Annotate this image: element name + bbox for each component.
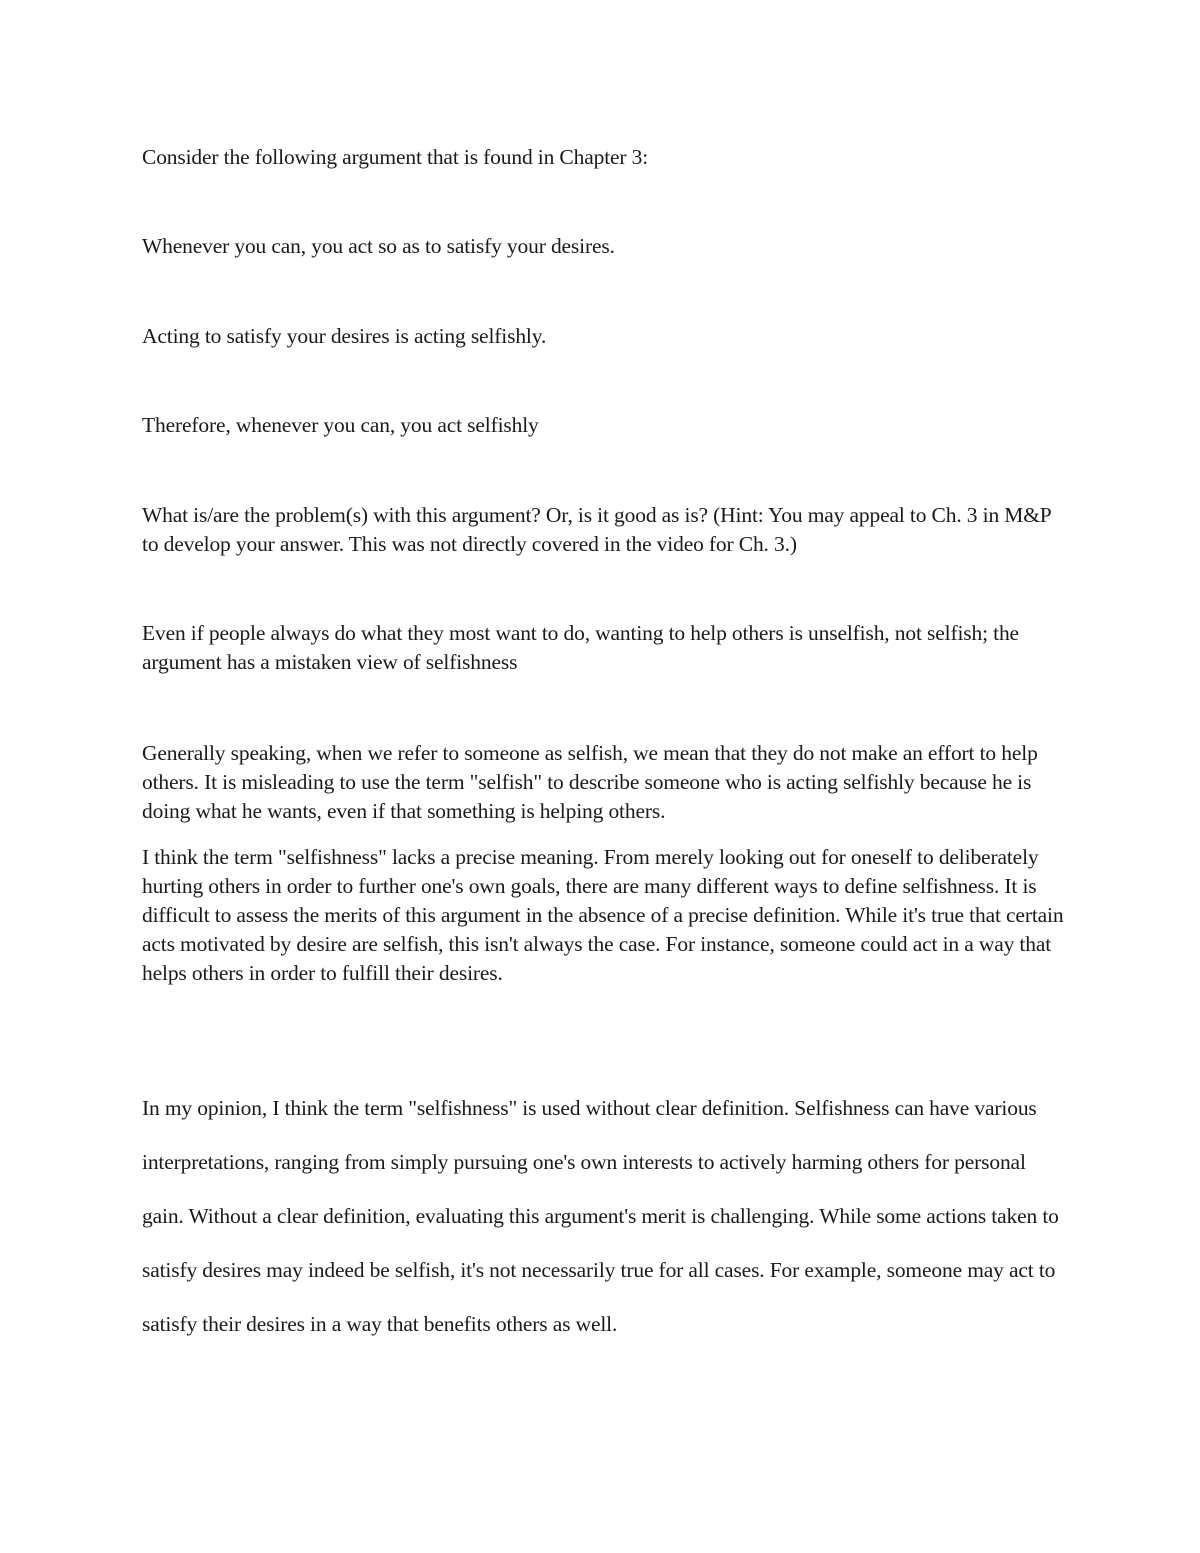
answer-1-paragraph: Even if people always do what they most want to do, wanting to help others is unselfish, not selfish; the argument has a mistaken view of selfishness — [142, 621, 1019, 674]
answer-2-paragraph: Generally speaking, when we refer to someone as selfish, we mean that they do not make an effort to help others. It is misleading to use the term "selfish" to describe someone who is acting selfishly because he is doing what he wants, even if that something is helping others. — [142, 741, 1038, 823]
answer-4-paragraph: In my opinion, I think the term "selfishness" is used without clear definition. Selfishness can have various interpretations, ranging from simply pursuing one's own interests to actively harming others for personal gain. Without a clear definition, evaluating this argument's merit is challenging. While some actions taken to satisfy desires may indeed be selfish, it's not necessarily true for all cases. For example, someone may act to satisfy their desires in a way that benefits others as well. — [142, 1096, 1059, 1336]
conclusion-paragraph: Therefore, whenever you can, you act selfishly — [142, 413, 539, 437]
premise-2-paragraph: Acting to satisfy your desires is acting selfishly. — [142, 324, 547, 348]
question-paragraph: What is/are the problem(s) with this argument? Or, is it good as is? (Hint: You may appeal to Ch. 3 in M&P to develop your answer. This was not directly covered in the video for Ch. 3.) — [142, 503, 1051, 556]
answer-3-paragraph: I think the term "selfishness" lacks a precise meaning. From merely looking out for oneself to deliberately hurting others in order to further one's own goals, there are many different ways to define selfishness. It is difficult to assess the merits of this argument in the absence of a precise definition. While it's true that certain acts motivated by desire are selfish, this isn't always the case. For instance, someone could act in a way that helps others in order to fulfill their desires. — [142, 845, 1064, 985]
intro-paragraph: Consider the following argument that is found in Chapter 3: — [142, 145, 649, 169]
premise-1-paragraph: Whenever you can, you act so as to satisfy your desires. — [142, 234, 615, 258]
